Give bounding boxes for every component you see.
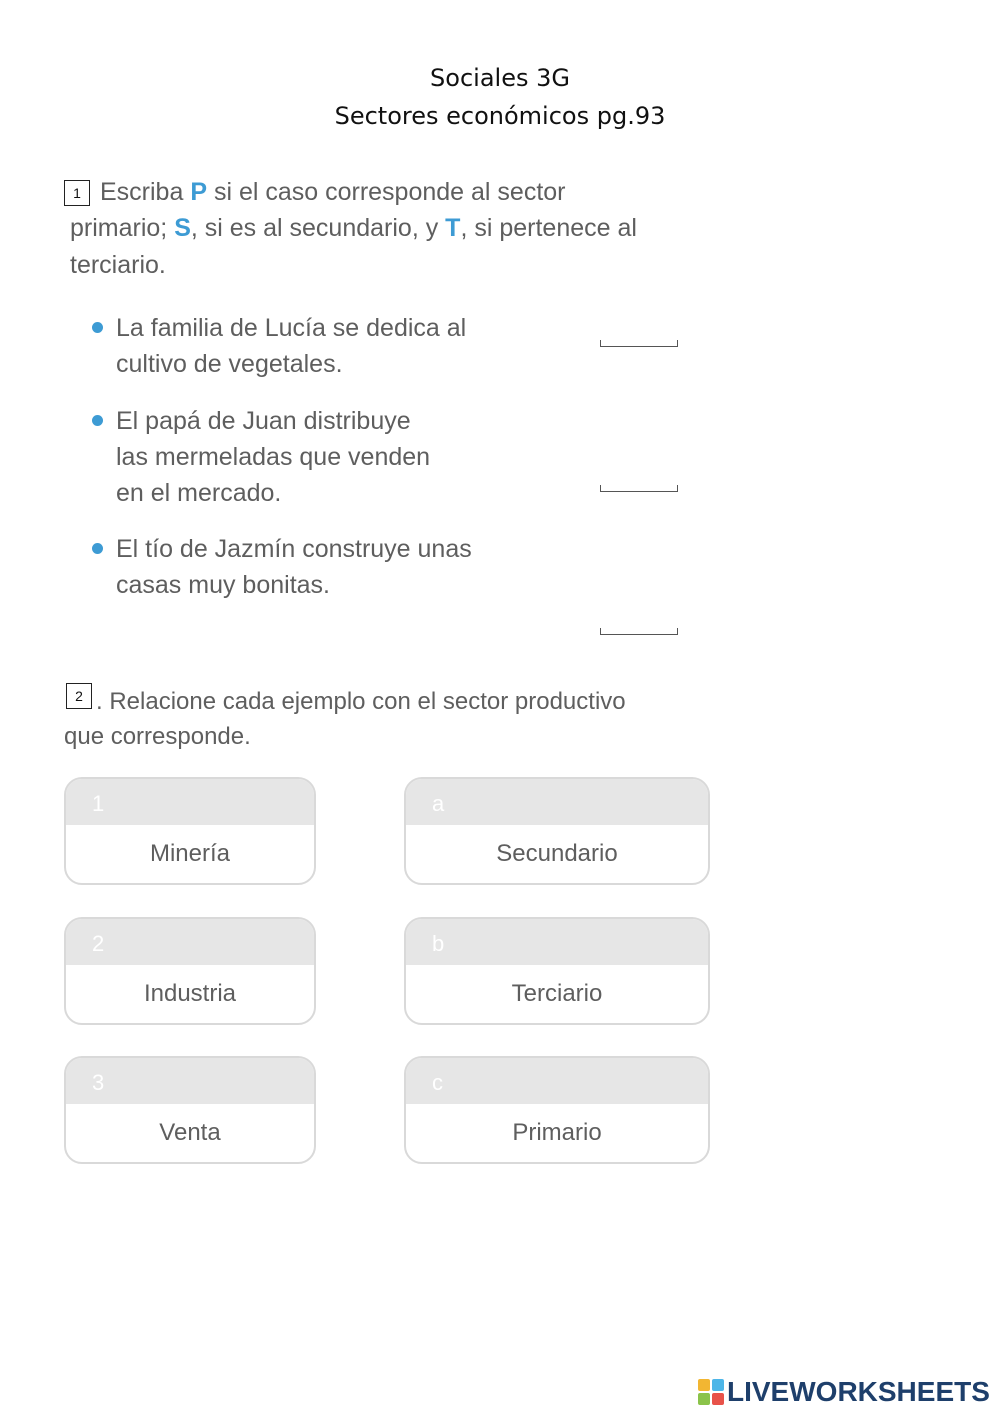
- case-item-1: [116, 310, 536, 382]
- match-card-a[interactable]: [404, 777, 710, 885]
- highlight-p: P: [190, 178, 207, 206]
- question-2-line-2: que corresponde.: [64, 723, 251, 750]
- logo-tile: [712, 1393, 724, 1405]
- worksheet-title: Sociales 3G: [430, 64, 570, 92]
- match-card-b[interactable]: [404, 917, 710, 1025]
- liveworksheets-wordmark: LIVEWORKSHEETS: [727, 1376, 990, 1407]
- question-1-number: 1: [64, 180, 90, 206]
- question-1-line-2: [70, 210, 637, 247]
- logo-tile: [698, 1393, 710, 1405]
- question-2-line-1: . Relacione cada ejemplo con el sector productivo: [96, 688, 626, 715]
- q1-text: primario;: [70, 214, 175, 242]
- logo-tile: [712, 1379, 724, 1391]
- match-card-key: 1: [66, 779, 314, 825]
- case-item-3: [116, 531, 536, 603]
- highlight-s: S: [174, 214, 191, 242]
- liveworksheets-logo-icon: [698, 1379, 724, 1405]
- logo-tile: [698, 1379, 710, 1391]
- match-card-label: Minería: [149, 840, 231, 867]
- case-item-2-line-3: en el mercado.: [116, 479, 282, 507]
- q1-text: , si pertenece al: [460, 214, 637, 242]
- liveworksheets-brand: [698, 1374, 990, 1410]
- question-1-line-1: [100, 174, 566, 211]
- worksheet-subtitle: Sectores económicos pg.93: [334, 102, 666, 130]
- q1-text: Escriba: [100, 178, 191, 206]
- case-item-2-line-2: las mermeladas que venden: [116, 443, 431, 471]
- answer-blank-3[interactable]: [600, 628, 678, 635]
- bullet-icon: [92, 415, 103, 426]
- answer-blank-2[interactable]: [600, 485, 678, 492]
- q1-text: , si es al secundario, y: [190, 214, 446, 242]
- question-1-line-3: terciario.: [70, 251, 166, 279]
- match-card-key: 2: [66, 919, 314, 965]
- match-card-label: Venta: [159, 1119, 221, 1146]
- case-item-3-line-2: casas muy bonitas.: [116, 571, 330, 599]
- match-card-label: Industria: [143, 980, 237, 1007]
- match-card-key: c: [406, 1058, 708, 1104]
- match-card-3[interactable]: [64, 1056, 316, 1164]
- match-card-label: Primario: [512, 1119, 602, 1146]
- match-card-label: Secundario: [496, 840, 618, 867]
- match-card-key: b: [406, 919, 708, 965]
- match-card-2[interactable]: [64, 917, 316, 1025]
- match-card-key: a: [406, 779, 708, 825]
- case-item-1-line-1: La familia de Lucía se dedica al: [116, 314, 467, 342]
- case-item-3-line-1: El tío de Jazmín construye unas: [116, 535, 472, 563]
- case-item-2-line-1: El papá de Juan distribuye: [116, 407, 411, 435]
- q1-text: si el caso corresponde al sector: [207, 178, 566, 206]
- bullet-icon: [92, 543, 103, 554]
- match-card-1[interactable]: [64, 777, 316, 885]
- case-item-1-line-2: cultivo de vegetales.: [116, 350, 343, 378]
- case-item-2: [116, 403, 536, 511]
- match-card-key: 3: [66, 1058, 314, 1104]
- bullet-icon: [92, 322, 103, 333]
- match-card-label: Terciario: [511, 980, 603, 1007]
- highlight-t: T: [445, 214, 461, 242]
- match-card-c[interactable]: [404, 1056, 710, 1164]
- question-2-number: 2: [66, 683, 92, 709]
- answer-blank-1[interactable]: [600, 340, 678, 347]
